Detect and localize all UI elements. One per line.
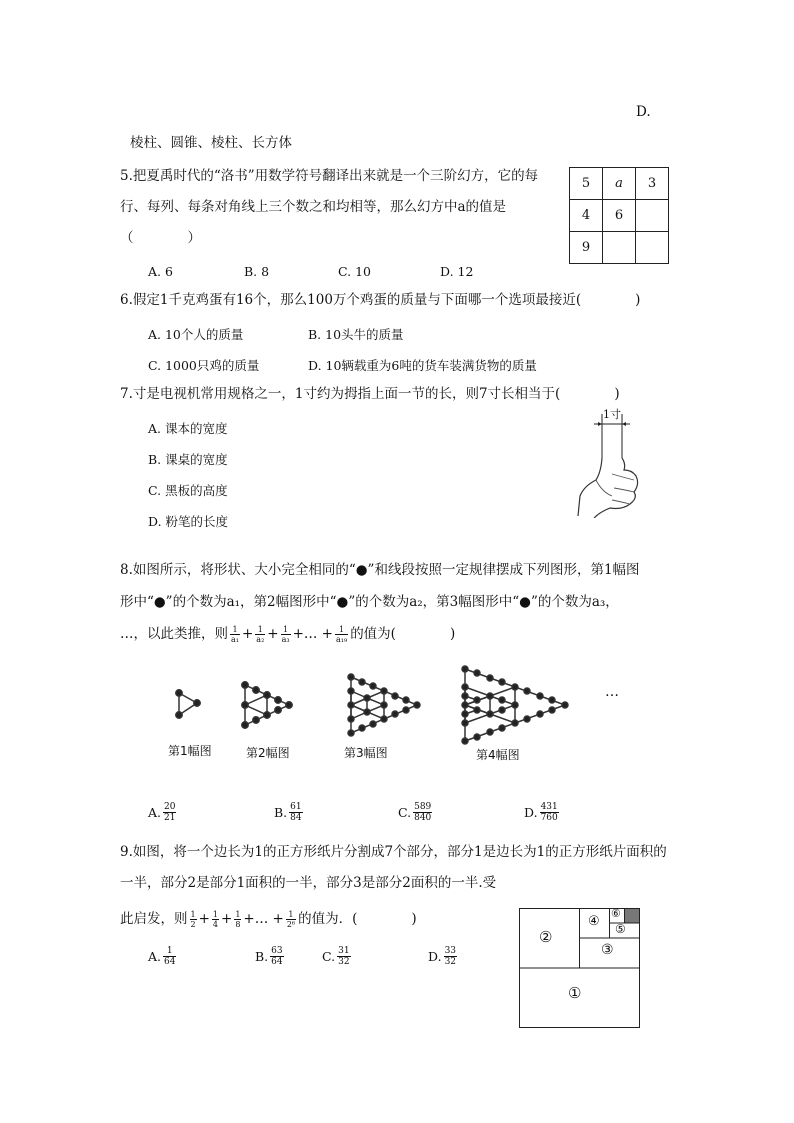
q7-option-c: C. 黑板的高度 [148,483,228,498]
magic-cell [603,232,636,264]
q5-paren: （ ） [120,230,201,246]
part-label-3: ③ [601,942,614,958]
figure-label-4: 第4幅图 [476,748,520,762]
q5-option-a: A. 6 [148,264,173,279]
q8-line3-pre: …，以此类推，则 [120,625,228,642]
magic-cell: 3 [636,168,669,200]
q6-option-c: C. 1000只鸡的质量 [148,358,260,373]
magic-square [569,167,669,264]
part-label-6: ⑥ [611,907,621,920]
q9-sum-term: $\frac{1}{8}$ [235,910,241,929]
magic-cell [636,232,669,264]
top-option-text: 棱柱、圆锥、棱柱、长方体 [130,135,292,151]
magic-cell: 5 [570,168,603,200]
q5-option-b: B. 8 [244,264,270,279]
q9-option-d: D. $\frac{33}{32}$ [428,946,457,967]
q9-option-c: C. $\frac{31}{32}$ [322,946,350,967]
magic-cell: 4 [570,200,603,232]
q9-option-b: B. $\frac{63}{64}$ [255,946,283,967]
q8-option-b: B. $\frac{61}{84}$ [274,802,302,823]
q9-line2: 一半，部分2是部分1面积的一半，部分3是部分2面积的一半.受 [120,875,497,891]
figure-label-2: 第2幅图 [246,746,290,760]
q8-sum-term: $\frac{1}{\text{a₁}}$ [231,625,239,644]
magic-cell: 6 [603,200,636,232]
figure-ellipsis: … [605,684,621,700]
q8-option-a: A. $\frac{20}{21}$ [148,802,176,823]
part-label-1: ① [568,984,582,1002]
q8-option-c: C. $\frac{589}{840}$ [398,802,432,823]
part-label-5: ⑤ [615,922,626,936]
q6-stem: 6.假定1千克鸡蛋有16个，那么100万个鸡蛋的质量与下面哪一个选项最接近( ) [120,292,641,308]
q5-line2: 行、每列、每条对角线上三个数之和均相等，那么幻方中a的值是 [120,199,507,215]
q7-stem: 7.寸是电视机常用规格之一，1寸约为拇指上面一节的长，则7寸长相当于( ) [120,386,620,402]
q9-option-a: A. $\frac{1}{64}$ [148,946,176,967]
top-option-d: D. [636,104,651,120]
magic-cell: 9 [570,232,603,264]
figure-label-3: 第3幅图 [344,746,388,760]
q7-option-a: A. 课本的宽度 [148,421,228,436]
q8-line1: 8.如图所示，将形状、大小完全相同的“●”和线段按照一定规律摆成下列图形，第1幅图 [120,562,640,578]
dot-pattern-figure [165,655,635,745]
q9-sum-term: $\frac{1}{\text{2⁶}}$ [286,910,296,929]
q9-line3-pre: 此启发，则 [120,910,188,927]
q6-option-b: B. 10头牛的质量 [308,327,404,342]
q8-sum-term: $\frac{1}{\text{a₁₉}}$ [336,625,348,644]
q7-option-b: B. 课桌的宽度 [148,452,228,467]
q8-sum-term: $\frac{1}{\text{a₂}}$ [256,625,265,644]
q5-line1: 5.把夏禹时代的“洛书”用数学符号翻译出来就是一个三阶幻方，它的每 [120,168,539,184]
q8-sum-term: $\frac{1}{\text{a₃}}$ [281,625,290,644]
magic-cell: a [603,168,636,200]
q8-line3-post: 的值为( ) [350,625,456,642]
magic-cell [636,200,669,232]
q9-line3: 此启发，则 $\frac{1}{2}$ + $\frac{1}{4}$ + $\frac{1}{8}$ +… + $\frac{1}{\text{2⁶}}$ 的值为．( ) [120,910,417,929]
q8-line3: …，以此类推，则 $\frac{1}{\text{a₁}}$ + $\frac{1}{\text{a₂}}$ + $\frac{1}{\text{a₃}}$ +… + $\frac{1}{\text{a₁₉}}$ 的值为( ) [120,625,456,644]
q9-line1: 9.如图，将一个边长为1的正方形纸片分割成7个部分，部分1是边长为1的正方形纸片面积的 [120,844,667,860]
q8-line2: 形中“●”的个数为a₁，第2幅图形中“●”的个数为a₂，第3幅图形中“●”的个数为a₃， [120,594,619,610]
figure-label-1: 第1幅图 [168,744,212,758]
q5-option-d: D. 12 [440,264,474,279]
q5-option-c: C. 10 [338,264,371,279]
q9-sum-term: $\frac{1}{4}$ [212,910,218,929]
part-label-4: ④ [588,914,600,929]
q9-line3-post: 的值为．( ) [298,910,417,927]
part-label-2: ② [539,928,553,946]
thumb-label: 1寸 [603,408,621,421]
q7-option-d: D. 粉笔的长度 [148,514,229,529]
q8-option-d: D. $\frac{431}{760}$ [524,802,558,823]
q9-sum-term: $\frac{1}{2}$ [190,910,196,929]
q6-option-a: A. 10个人的质量 [148,327,244,342]
q6-option-d: D. 10辆载重为6吨的货车装满货物的质量 [308,358,537,373]
